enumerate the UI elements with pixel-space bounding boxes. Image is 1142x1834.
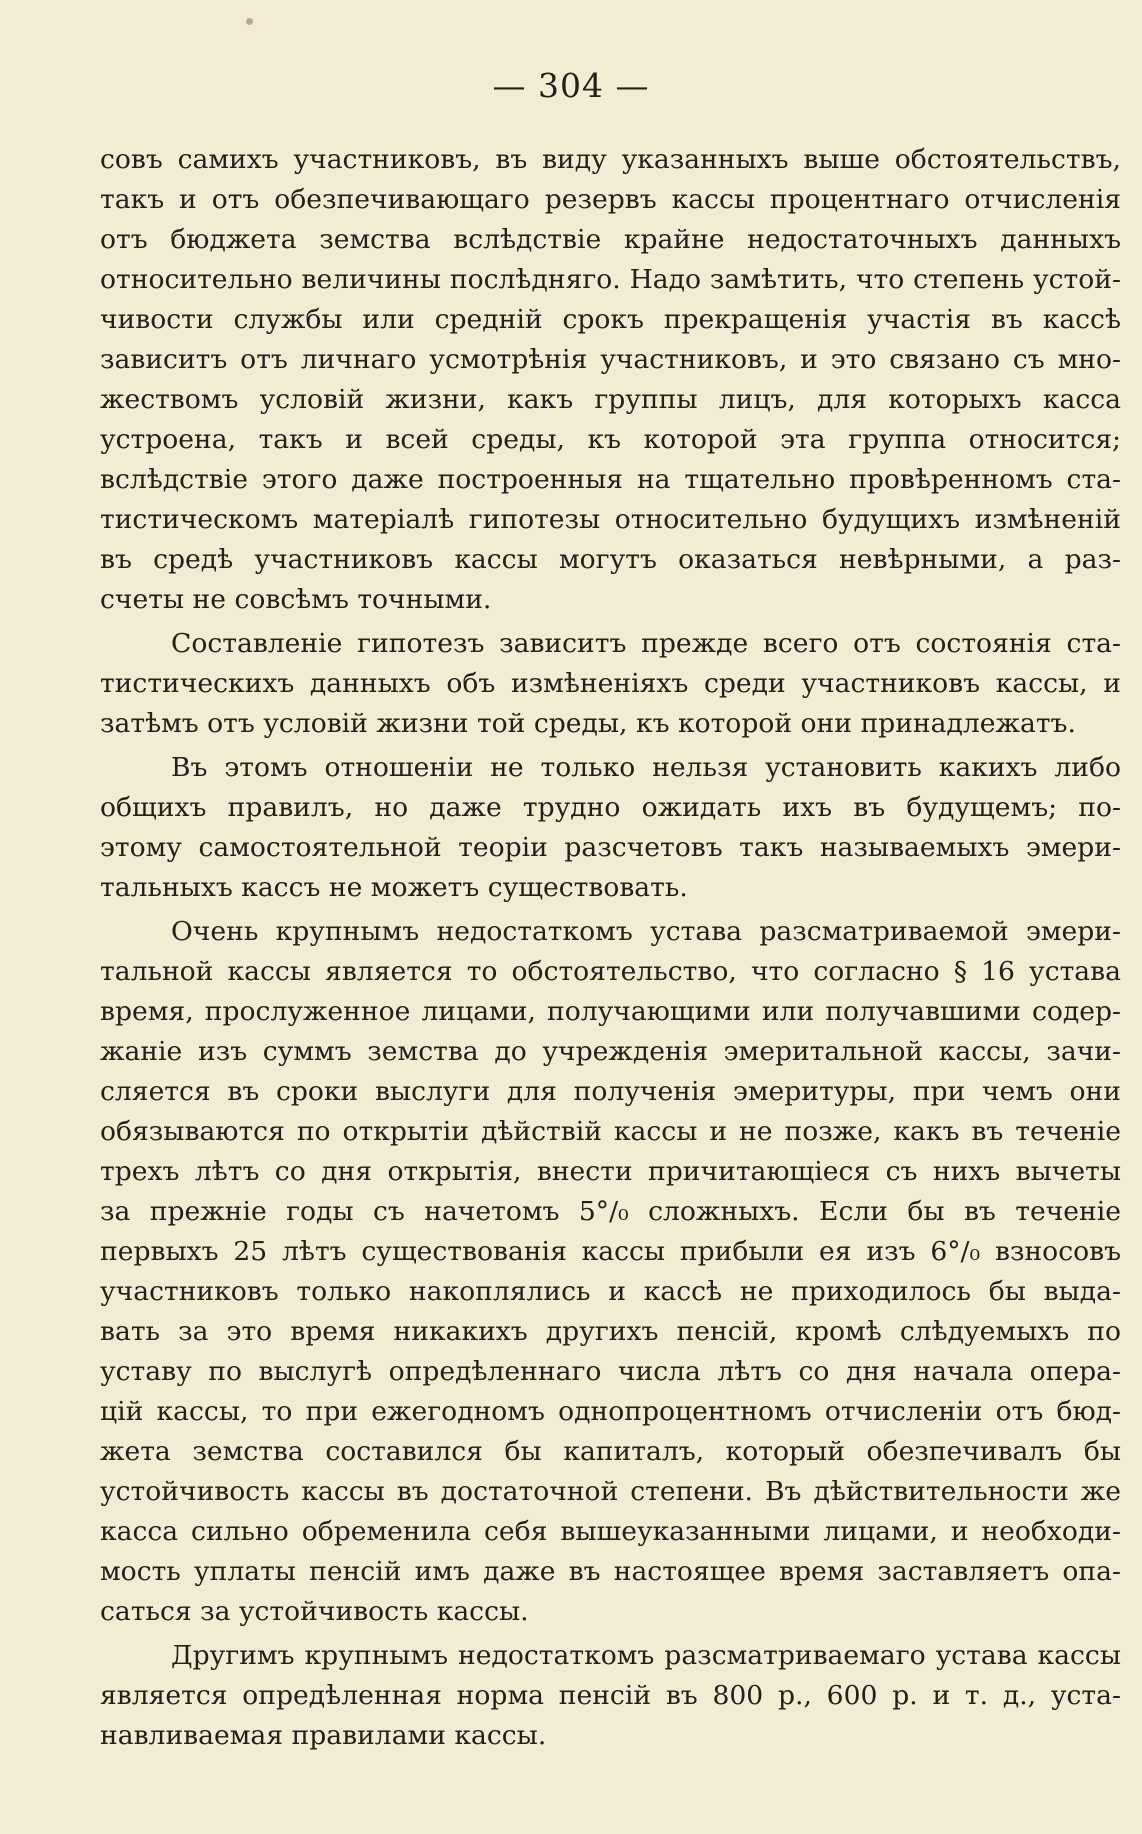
text-line: жаніе изъ суммъ земства до учрежденія эмеритальной кассы, зачи- bbox=[100, 1036, 1121, 1067]
text-line: мость уплаты пенсій имъ даже въ настоящее время заставляетъ опа- bbox=[100, 1556, 1121, 1587]
text-line: Въ этомъ отношеніи не только нельзя установить какихъ либо bbox=[171, 752, 1121, 783]
text-line: навливаемая правилами кассы. bbox=[100, 1720, 547, 1751]
text-line: тальной кассы является то обстоятельство, что согласно § 16 устава bbox=[100, 956, 1121, 987]
text-line: вслѣдствіе этого даже построенныя на тщательно провѣренномъ ста- bbox=[100, 464, 1121, 495]
text-line: трехъ лѣтъ со дня открытія, внести причитающіеся съ нихъ вычеты bbox=[100, 1156, 1121, 1187]
paragraph-3 bbox=[100, 748, 1121, 908]
text-line: уставу по выслугѣ опредѣленнаго числа лѣтъ со дня начала опера- bbox=[100, 1356, 1121, 1387]
text-line: чивости службы или среднiй срокъ прекращенія участія въ кассѣ bbox=[100, 304, 1121, 335]
text-line: касса сильно обременила себя вышеуказанными лицами, и необходи- bbox=[100, 1516, 1121, 1547]
text-line: жествомъ условiй жизни, какъ группы лицъ, для которыхъ касса bbox=[100, 384, 1121, 415]
page-number: — 304 — bbox=[492, 66, 650, 105]
text-line: Другимъ крупнымъ недостаткомъ разсматриваемаго устава кассы bbox=[171, 1640, 1121, 1671]
text-line: цій кассы, то при ежегодномъ однопроцентномъ отчисленіи отъ бюд- bbox=[100, 1396, 1121, 1427]
text-line: этому самостоятельной теоріи разсчетовъ такъ называемыхъ эмери- bbox=[100, 832, 1121, 863]
text-line: первыхъ 25 лѣтъ существованія кассы прибыли ея изъ 6°/₀ взносовъ bbox=[100, 1236, 1121, 1267]
text-line: участниковъ только накоплялись и кассѣ не приходилось бы выда- bbox=[100, 1276, 1121, 1307]
text-line: такъ и отъ обезпечивающаго резервъ кассы процентнаго отчисленія bbox=[100, 184, 1121, 215]
text-line: устойчивость кассы въ достаточной степени. Въ дѣйствительности же bbox=[100, 1476, 1121, 1507]
text-line: общихъ правилъ, но даже трудно ожидать ихъ въ будущемъ; по- bbox=[100, 792, 1121, 823]
text-line: совъ самихъ участниковъ, въ виду указанныхъ выше обстоятельствъ, bbox=[100, 144, 1121, 175]
text-line: въ средѣ участниковъ кассы могутъ оказаться невѣрными, а раз- bbox=[100, 544, 1121, 575]
text-line: Очень крупнымъ недостаткомъ устава разсматриваемой эмери- bbox=[171, 916, 1121, 947]
text-line: устроена, такъ и всей среды, къ которой эта группа относится; bbox=[100, 424, 1121, 455]
paragraph-1 bbox=[100, 140, 1121, 620]
text-line: счеты не совсѣмъ точными. bbox=[100, 584, 492, 615]
text-line: затѣмъ отъ условій жизни той среды, къ которой они принадлежатъ. bbox=[100, 708, 1076, 739]
text-line: отъ бюджета земства вслѣдствіе крайне недостаточныхъ данныхъ bbox=[100, 224, 1121, 255]
text-line: саться за устойчивость кассы. bbox=[100, 1596, 529, 1627]
text-line: тистическомъ матеріалѣ гипотезы относительно будущихъ измѣненій bbox=[100, 504, 1121, 535]
text-line: за прежніе годы съ начетомъ 5°/₀ сложныхъ. Если бы въ теченіе bbox=[100, 1196, 1121, 1227]
ink-speck bbox=[246, 18, 253, 25]
body-text bbox=[100, 140, 1121, 1760]
text-line: является опредѣленная норма пенсій въ 800 р., 600 р. и т. д., уста- bbox=[100, 1680, 1121, 1711]
paragraph-4 bbox=[100, 912, 1121, 1632]
text-line: тистическихъ данныхъ объ измѣненіяхъ среди участниковъ кассы, и bbox=[100, 668, 1121, 699]
text-line: жета земства составился бы капиталъ, который обезпечивалъ бы bbox=[100, 1436, 1121, 1467]
text-line: зависитъ отъ личнаго усмотрѣнія участниковъ, и это связано съ мно- bbox=[100, 344, 1121, 375]
paragraph-2 bbox=[100, 624, 1121, 744]
text-line: относительно величины послѣдняго. Надо замѣтить, что степень устой- bbox=[100, 264, 1121, 295]
paragraph-5 bbox=[100, 1636, 1121, 1756]
text-line: Составленіе гипотезъ зависитъ прежде всего отъ состоянія ста- bbox=[171, 628, 1121, 659]
text-line: вать за это время никакихъ другихъ пенсій, кромѣ слѣдуемыхъ по bbox=[100, 1316, 1121, 1347]
text-line: тальныхъ кассъ не можетъ существовать. bbox=[100, 872, 688, 903]
text-line: обязываются по открытіи дѣйствій кассы и не позже, какъ въ теченіе bbox=[100, 1116, 1121, 1147]
text-line: время, прослуженное лицами, получающими или получавшими содер- bbox=[100, 996, 1121, 1027]
text-line: сляется въ сроки выслуги для полученія эмеритуры, при чемъ они bbox=[100, 1076, 1121, 1107]
